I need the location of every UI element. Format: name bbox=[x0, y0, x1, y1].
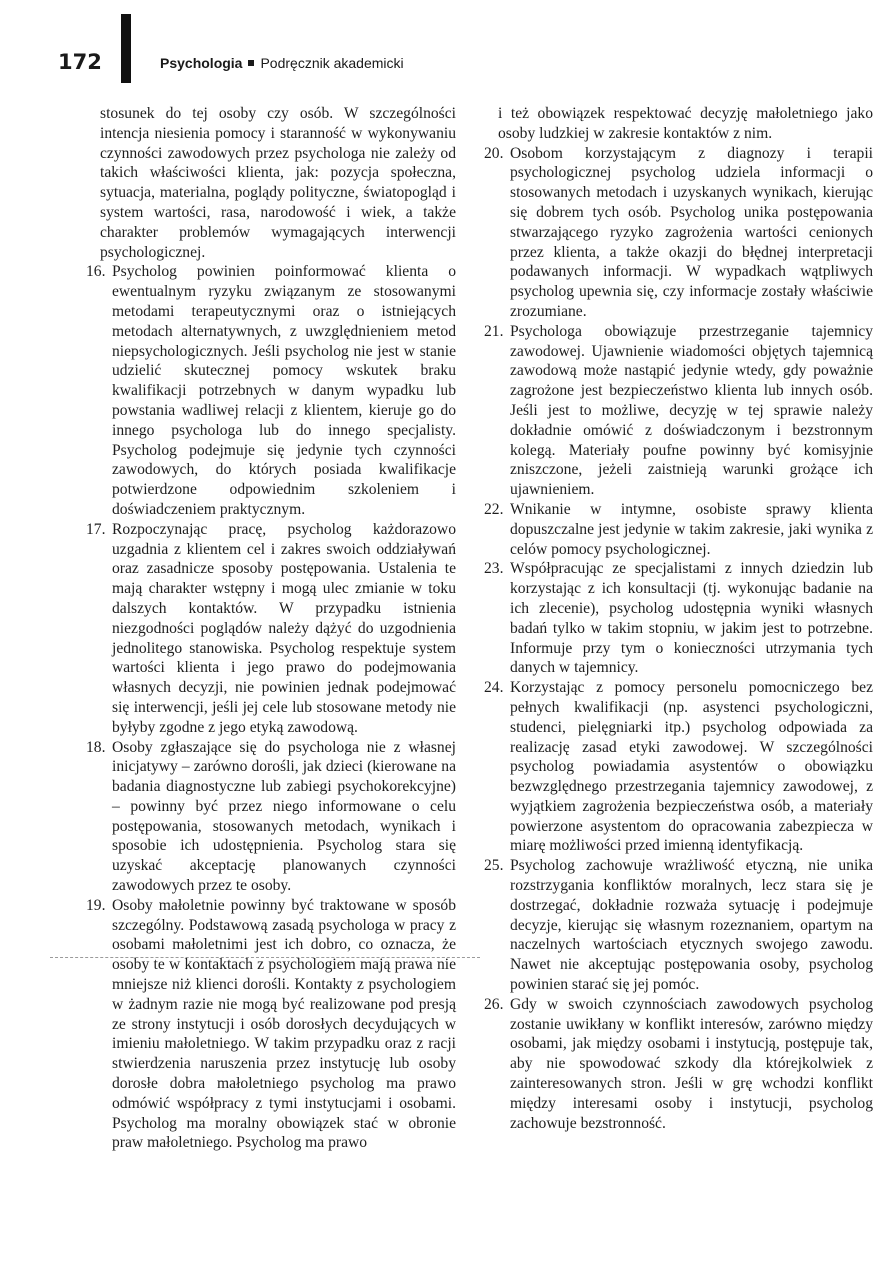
item-number: 24. bbox=[484, 679, 504, 697]
item-number: 21. bbox=[484, 322, 504, 340]
right-column bbox=[484, 104, 873, 1133]
continuation-paragraph: stosunek do tej osoby czy osób. W szczególności intencja niesienia pomocy i staranność w wykonywaniu czynności zawodowych przez psychologa nie zależy od takich właściwości klienta, jak: pozycja społeczna, sytuacja, materialna, poglądy polityczne, światopogląd i system wartości, rasa, narodowość i wiek, a także charakter problemów wymagających interwencji psychologicznej. bbox=[100, 105, 456, 261]
list-item bbox=[86, 262, 456, 519]
item-number: 23. bbox=[484, 560, 504, 578]
list-item bbox=[484, 856, 873, 995]
item-number: 19. bbox=[86, 896, 106, 914]
item-text: Gdy w swoich czynnościach zawodowych psycholog zostanie uwikłany w konflikt interesów, zarówno między osobami, jak między osobami i instytucją, postępuje tak, aby nie spowodować szkody dla którejkolwiek z zainteresowanych stron. Jeśli w grę wchodzi konflikt między interesami osoby i instytucji, psycholog zachowuje bezstronność. bbox=[510, 995, 873, 1132]
item-number: 18. bbox=[86, 738, 106, 756]
item-number: 25. bbox=[484, 857, 504, 875]
scan-artifact-line bbox=[50, 957, 480, 959]
left-column bbox=[86, 104, 456, 1153]
list-item bbox=[484, 678, 873, 856]
item-text: Osoby zgłaszające się do psychologa nie z własnej inicjatywy – zarówno dorośli, jak dzieci (kierowane na badania diagnostyczne lub zabiegi psychokorekcyjne) – powinny być przez niego informowane o celu postępowania, stosowanych metodach, wynikach i sposobie ich udostępnienia. Psycholog stara się uzyskać akceptację planowanych czynności zawodowych przez te osoby. bbox=[112, 738, 456, 895]
item-text: Psychologa obowiązuje przestrzeganie tajemnicy zawodowej. Ujawnienie wiadomości objętych tajemnicą zawodową może nastąpić jedynie wtedy, gdy poważnie zagrożone jest bezpieczeństwo klienta lub innych osób. Jeśli jest to możliwe, decyzję w tej sprawie należy dokładnie omówić z doświadczonym i bezstronnym kolegą. Materiały poufne powinny być komisyjnie zniszczone, jeżeli zaistnieją warunki grożące ich ujawnieniem. bbox=[510, 322, 873, 499]
item-text: Psycholog zachowuje wrażliwość etyczną, nie unika rozstrzygania konfliktów moralnych, lecz stara się je dostrzegać, dokładnie rozważa sytuację i podejmuje decyzje, kierując się własnym rozeznaniem, opartym na naczelnych wartościach etycznych swojego zawodu. Nawet nie akceptując postępowania osoby, psycholog powinien starać się jej pomóc. bbox=[510, 857, 873, 994]
item-number: 17. bbox=[86, 520, 106, 538]
list-item bbox=[484, 144, 873, 322]
list-item bbox=[86, 520, 456, 738]
running-header bbox=[0, 0, 893, 90]
list-item bbox=[484, 559, 873, 678]
list-item bbox=[86, 738, 456, 896]
continuation-paragraph: i też obowiązek respektować decyzję małoletniego jako osoby ludzkiej w zakresie kontaktów z nim. bbox=[498, 105, 873, 142]
page-number: 172 bbox=[58, 50, 102, 74]
list-item bbox=[484, 322, 873, 500]
item-text: Wnikanie w intymne, osobiste sprawy klienta dopuszczalne jest jedynie w takim zakresie, jaki wynika z celów pomocy psychologicznej. bbox=[510, 500, 873, 558]
header-rule bbox=[121, 14, 131, 83]
list-item bbox=[484, 995, 873, 1134]
item-number: 20. bbox=[484, 144, 504, 162]
item-text: Osobom korzystającym z diagnozy i terapii psychologicznej psycholog udziela informacji o stosowanych metodach i uzyskanych wynikach, kierując się dobrem tych osób. Psycholog unika postępowania stwarzającego ryzyko zagrożenia wartości cenionych przez klienta, a także okazji do błędnej interpretacji podawanych informacji. W wypadkach wątpliwych psycholog upewnia się, czy informacje zostały właściwie zrozumiane. bbox=[510, 144, 873, 320]
item-number: 16. bbox=[86, 263, 106, 281]
book-title: Psychologia bbox=[160, 55, 243, 71]
item-text: Współpracując ze specjalistami z innych dziedzin lub korzystając z ich konsultacji (tj. wykonując badanie na ich zlecenie), psycholog udostępnia wyniki własnych badań tylko w takim stopniu, w jakim jest to potrzebne. Informuje przy tym o konieczności utrzymania tych danych w tajemnicy. bbox=[510, 560, 873, 677]
square-bullet-icon bbox=[248, 60, 254, 66]
item-text: Osoby małoletnie powinny być traktowane w sposób szczególny. Podstawową zasadą psychologa w pracy z osobami małoletnimi jest ich dobro, co oznacza, że osoby te w kontaktach z psychologiem mają prawa nie mniejsze niż klienci dorośli. Kontakty z psychologiem w żadnym razie nie mogą być realizowane pod presją ze strony instytucji i osób dorosłych decydujących w imieniu małoletniego. W takim przypadku oraz z racji stwierdzenia naruszenia przez instytucję lub osoby dorosłe dobra małoletniego psycholog ma prawo odmówić współpracy z tymi instytucjami i osobami. Psycholog ma moralny obowiązek stać w obronie praw małoletniego. Psycholog ma prawo bbox=[112, 896, 456, 1152]
list-item bbox=[86, 896, 456, 1153]
running-title bbox=[160, 55, 404, 71]
item-text: Rozpoczynając pracę, psycholog każdorazowo uzgadnia z klientem cel i zakres swoich oddziaływań oraz zasadnicze sposoby postępowania. Ustalenia te mają charakter wstępny i mogą ulec zmianie w toku dalszych kontaktów. W przypadku istnienia niezgodności poglądów należy dążyć do uzgodnienia jednolitego stanowiska. Psycholog respektuje system wartości klienta i jego prawo do podejmowania własnych decyzji, nie powinien jednak podejmować się interwencji, jeśli jej cele lub stosowane metody nie byłyby zgodne z jego etyką zawodową. bbox=[112, 520, 456, 736]
item-number: 26. bbox=[484, 995, 504, 1013]
item-text: Korzystając z pomocy personelu pomocniczego bez pełnych kwalifikacji (np. asystenci psychologiczni, studenci, pielęgniarki itp.) psycholog odpowiada za realizację zasad etyki zawodowej. W szczególności psycholog powiadamia asystentów o obowiązku bezwzględnego przestrzegania tajemnicy zawodowej, z wyjątkiem zagrożenia bezpieczeństwa osób, a materiały powierzone asystentom do opracowania zabezpiecza w miarę możliwości przed imienną identyfikacją. bbox=[510, 679, 873, 855]
item-number: 22. bbox=[484, 500, 504, 518]
item-text: Psycholog powinien poinformować klienta o ewentualnym ryzyku związanym ze stosowanymi metodami terapeutycznymi oraz o istniejących metodach alternatywnych, z uwzględnieniem metod niepsychologicznych. Jeśli psycholog nie jest w stanie udzielić skutecznej pomocy wskutek braku kwalifikacji potrzebnych w danym wypadku lub powstania wadliwej relacji z klientem, kieruje go do innego psychologa lub do innego specjalisty. Psycholog podejmuje się jedynie tych czynności zawodowych, do których posiada kwalifikacje potwierdzone odpowiednim szkoleniem i doświadczeniem praktycznym. bbox=[112, 263, 456, 518]
list-item bbox=[484, 500, 873, 559]
book-subtitle: Podręcznik akademicki bbox=[260, 55, 404, 71]
